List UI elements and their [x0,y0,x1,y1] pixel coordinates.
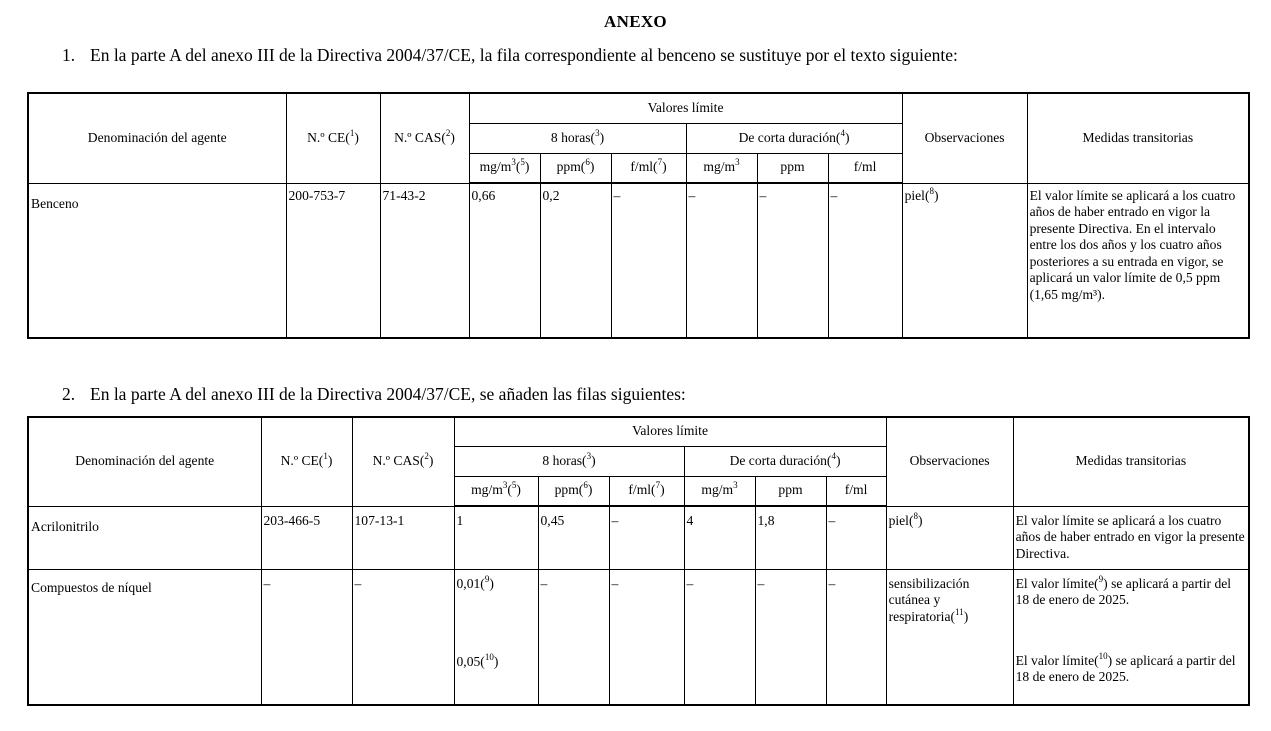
header-observations: Observaciones [902,93,1027,183]
section-1-number: 1. [62,45,76,65]
header-fml: f/ml($^7$) [611,153,686,183]
cas-cell: – [352,569,454,705]
value-cell: – [538,569,609,705]
value-cell: 1,8 [755,506,826,569]
value-cell: – [686,183,757,338]
header-limit-values: Valores límite [454,417,886,446]
value-second: 0,05($^{10}$) [456,652,499,670]
section-2-heading [62,384,686,405]
cas-cell: 107-13-1 [352,506,454,569]
new-rows-table [27,416,1250,706]
table-row [28,506,1249,569]
value-cell: 0,2 [540,183,611,338]
header-observations: Observaciones [886,417,1013,506]
value-cell: 0,45 [538,506,609,569]
header-mgm3: $mg/m^3(^5)$ [454,476,538,506]
header-transitional: Medidas transitorias [1013,417,1249,506]
header-8-hours: 8 horas($^3$) [469,123,686,153]
transitional-second: El valor límite($^{10}$) se aplicará a partir del 18 de enero de 2025. [1015,650,1236,685]
header-mgm3-short: $mg/m^3$ [684,476,755,506]
agent-cell: Compuestos de níquel [28,569,261,705]
value-cell: – [826,506,886,569]
header-agent: Denominación del agente [28,417,261,506]
transitional-cell [1013,569,1249,705]
header-agent: Denominación del agente [28,93,286,183]
header-ppm: ppm($^6$) [538,476,609,506]
value-cell: – [757,183,828,338]
header-mgm3: $mg/m^3(^5)$ [469,153,540,183]
value-cell [454,569,538,705]
section-1-heading [62,45,958,66]
value-first: 0,01($^9$) [456,573,494,591]
value-cell: 1 [454,506,538,569]
header-ce: N.º CE($^1$) [261,417,352,506]
observations-cell: sensibilización cutánea y respiratoria($^{11}$) [886,569,1013,705]
header-short-term: De corta duración($^4$) [686,123,902,153]
header-row [28,417,1249,446]
header-8-hours: 8 horas($^3$) [454,446,684,476]
section-2-number: 2. [62,384,76,404]
section-2-text: En la parte A del anexo III de la Directiva 2004/37/CE, se añaden las filas siguientes: [90,384,686,404]
value-cell: 0,66 [469,183,540,338]
page-title: ANEXO [604,12,667,31]
value-cell: – [609,569,684,705]
value-cell: – [611,183,686,338]
value-cell: – [609,506,684,569]
header-fml-short: f/ml [828,153,902,183]
ce-cell: – [261,569,352,705]
value-cell: – [684,569,755,705]
value-cell: – [828,183,902,338]
transitional-cell: El valor límite se aplicará a los cuatro años de haber entrado en vigor la presente Directiva. [1013,506,1249,569]
ce-cell: 200-753-7 [286,183,380,338]
table-row [28,183,1249,338]
value-cell: – [755,569,826,705]
header-ppm-short: ppm [755,476,826,506]
agent-cell: Benceno [28,183,286,338]
header-cas: N.º CAS($^2$) [352,417,454,506]
header-mgm3-short: $mg/m^3$ [686,153,757,183]
observations-cell: piel($^8$) [886,506,1013,569]
cas-cell: 71-43-2 [380,183,469,338]
header-ppm: ppm($^6$) [540,153,611,183]
header-cas: N.º CAS($^2$) [380,93,469,183]
agent-cell: Acrilonitrilo [28,506,261,569]
value-cell: – [826,569,886,705]
value-cell: 4 [684,506,755,569]
header-limit-values: Valores límite [469,93,902,123]
observations-cell: piel($^8$) [902,183,1027,338]
header-transitional: Medidas transitorias [1027,93,1249,183]
transitional-first: El valor límite($^9$) se aplicará a partir del 18 de enero de 2025. [1015,573,1232,608]
table-row [28,569,1249,705]
header-short-term: De corta duración($^4$) [684,446,886,476]
transitional-cell: El valor límite se aplicará a los cuatro años de haber entrado en vigor la presente Directiva. En el intervalo entre los dos años y los cuatro años posteriores a su entrada en vigor, se aplicará un valor límite de 0,5 ppm (1,65 mg/m³). [1027,183,1249,338]
header-fml-short: f/ml [826,476,886,506]
header-ppm-short: ppm [757,153,828,183]
header-ce: N.º CE($^1$) [286,93,380,183]
header-fml: f/ml($^7$) [609,476,684,506]
header-row [28,93,1249,123]
ce-cell: 203-466-5 [261,506,352,569]
benzene-limits-table [27,92,1250,339]
section-1-text: En la parte A del anexo III de la Directiva 2004/37/CE, la fila correspondiente al benceno se sustituye por el texto siguiente: [90,45,958,65]
